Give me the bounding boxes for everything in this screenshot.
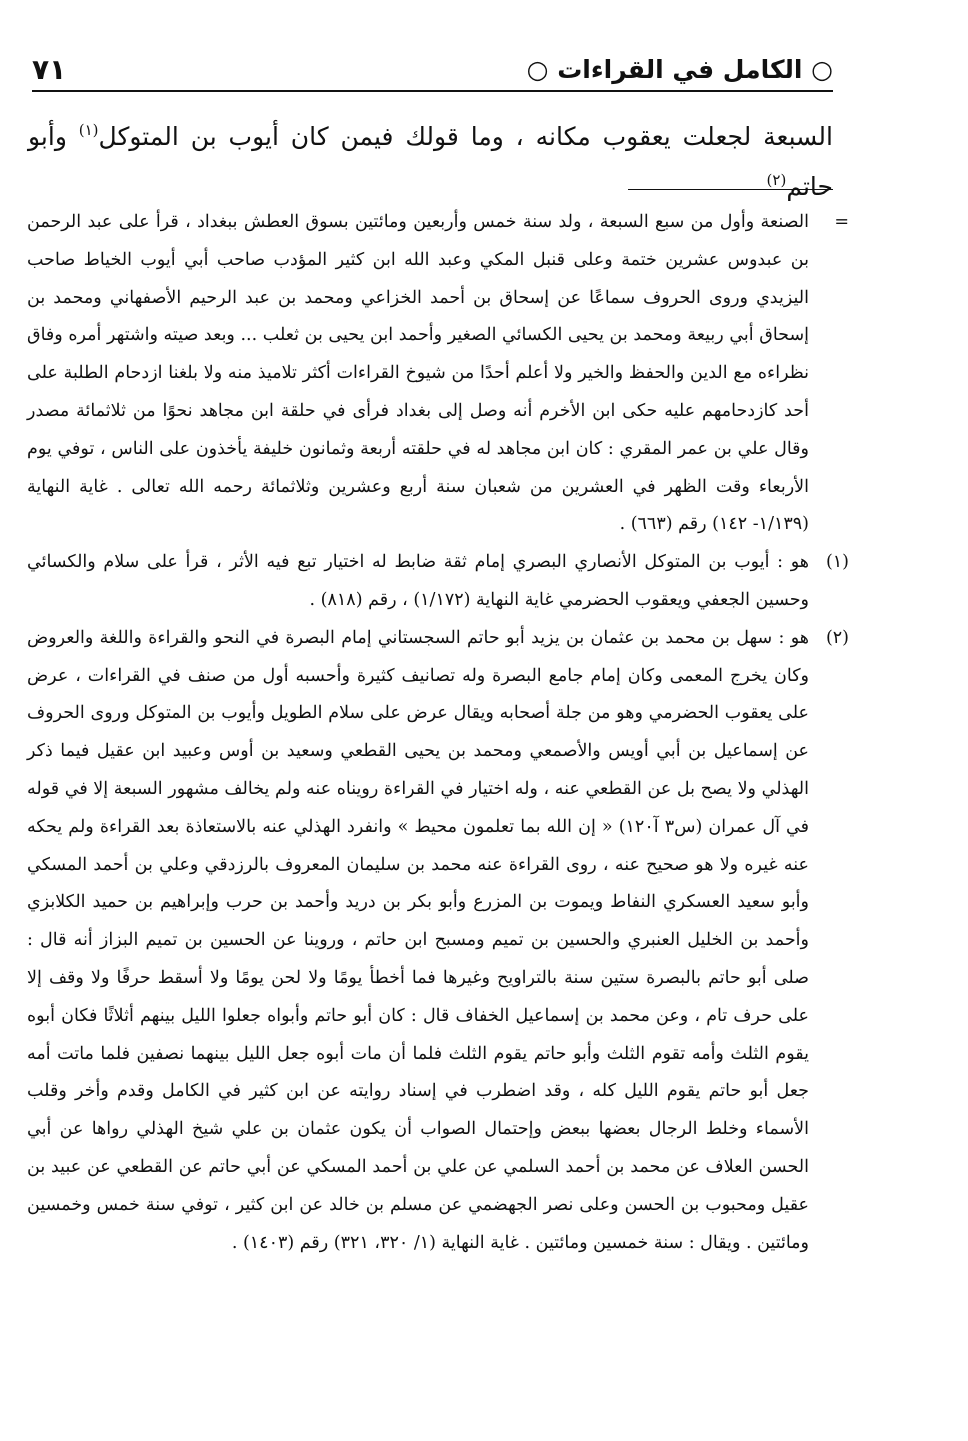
footnote-text: هو : أيوب بن المتوكل الأنصاري البصري إمام ثقة ضابط له اختيار تبع فيه الأثر ، قرأ على سلام والكسائي وحسين الجعفي ويعقوب الحضرمي غاية النهاية (١/١٧٢) ، رقم (٨١٨) . <box>27 552 809 610</box>
page-number: ٧١ <box>32 53 67 86</box>
footnotes <box>27 204 849 1262</box>
footnote-separator <box>628 189 833 190</box>
footnote-2 <box>27 620 849 1263</box>
footnote-ref-1: (١) <box>78 121 99 139</box>
main-text-part2: وأبو حاتم <box>28 122 833 201</box>
footnote-marker: = <box>834 212 849 232</box>
footnote-continued <box>27 204 849 544</box>
footnote-text: هو : سهل بن محمد بن عثمان بن يزيد أبو حاتم السجستاني إمام البصرة في النحو والقراءة واللغة والعروض وكان يخرج المعمى وكان إمام جامع البصرة وله تصانيف كثيرة وأحسبه أول من صنف في القراءات ، عرض على يعقوب الحضرمي وهو من جلة أصحابه ويقال عرض على سلام الطويل وأيوب بن المتوكل وروى الحروف عن إسماعيل بن أبي أويس والأصمعي ومحمد بن يحيى القطعي وسعيد بن أوس وعبيد ابن عقيل فيما ذكر الهذلي ولا يصح بل عن القطعي عنه ، وله اختيار في القراءة رويناه عنه ولم يخالف مشهور السبعة إلا في قوله في آل عمران (س٣ آ١٢٠) « إن الله بما تعلمون محيط » وانفرد الهذلي عنه بالاستعاذة بعد القراءة ولم يحكه عنه غيره ولا هو صحيح عنه ، روى القراءة عنه محمد بن سليمان المعروف بالرزدقي وعلي بن أحمد المسكي وأبو سعيد العسكري النفاط ويموت بن المزرع وأبو بكر بن دريد وأحمد بن حرب وإبراهيم بن حميد الكلابزي وأحمد بن الخليل العنبري والحسين بن تميم ومسبح ابن حاتم ، وروينا عن الحسين بن تميم البزاز أنه قال : صلى أبو حاتم بالبصرة ستين سنة بالتراويح وغيرها فما أخطأ يومًا ولا لحن يومًا ولا أسقط حرفًا ولا وقف إلا على حرف تام ، وعن محمد بن إسماعيل الخفاف قال : كان أبو حاتم وأبواه جعلوا الليل بينهم أثلاثًا فكان أبوه يقوم الثلث وأمه تقوم الثلث وأبو حاتم يقوم الثلث فلما أن مات أبوه جعل الليل بينهما نصفين فلما ماتت أمه جعل أبو حاتم يقوم الليل كله ، وقد اضطرب في إسناد روايته عن ابن كثير في الكامل وقدم وأخر وقلب الأسماء وخلط الرجال بعضها ببعض وإحتمال الصواب أن يكون عثمان بن علي شيخ الهذلي رواها عن أبي الحسن العلاف عن محمد بن أحمد السلمي عن علي بن أحمد المسكي عن أبي حاتم عن القطعي عن عبيد بن عقيل ومحبوب بن الحسن وعلى نصر الجهضمي عن مسلم بن خالد عن ابن كثير ، توفي سنة خمس وخمسين ومائتين . ويقال : سنة خمسين ومائتين . غاية النهاية (١/ ٣٢٠، ٣٢١) رقم (١٤٠٣) . <box>27 627 809 1253</box>
footnote-text: الصنعة وأول من سبع السبعة ، ولد سنة خمس وأربعين ومائتين بسوق العطش ببغداد ، قرأ على عبد الرحمن بن عبدوس عشرين ختمة وعلى قنبل المكي وعبد الله ابن كثير المؤدب صاحب أبي أيوب الخياط صاحب اليزيدي وروى الحروف سماعًا عن إسحاق بن أحمد الخزاعي ومحمد بن عبد الرحيم الأصفهاني ومحمد بن إسحاق أبي ربيعة ومحمد بن يحيى الكسائي الصغير وأحمد ابن يحيى بن ثعلب ... وبعد صيته واشتهر أمره وفاق نظراءه مع الدين والحفظ والخير ولا أعلم أحدًا من شيوخ القراءات أكثر تلاميذ منه ولا بلغنا ازدحام الطلبة على أحد كازدحامهم عليه حكى ابن الأخرم أنه وصل إلى بغداد فرأى في حلقة ابن مجاهد نحوًا من ثلاثمائة مصدر وقال علي بن عمر المقري : كان ابن مجاهد له في حلقته أربعة وثمانون خليفة يأخذون على الناس ، توفي يوم الأربعاء وقت الظهر في العشرين من شعبان سنة أربع وعشرين وثلاثمائة رحمه الله تعالى . غاية النهاية (١/١٣٩- ١٤٢) رقم (٦٦٣) . <box>27 212 809 535</box>
footnote-1 <box>27 544 849 620</box>
running-title: ○ الكامل في القراءات ○ <box>526 55 833 84</box>
page-header <box>32 42 833 92</box>
footnote-marker: (٢) <box>825 627 849 648</box>
footnote-marker: (١) <box>825 552 849 573</box>
main-text-part1: السبعة لجعلت يعقوب مكانه ، وما قولك فيمن كان أيوب بن المتوكل <box>98 122 833 151</box>
footnote-ref-2: (٢) <box>766 171 787 189</box>
main-text <box>28 112 833 212</box>
